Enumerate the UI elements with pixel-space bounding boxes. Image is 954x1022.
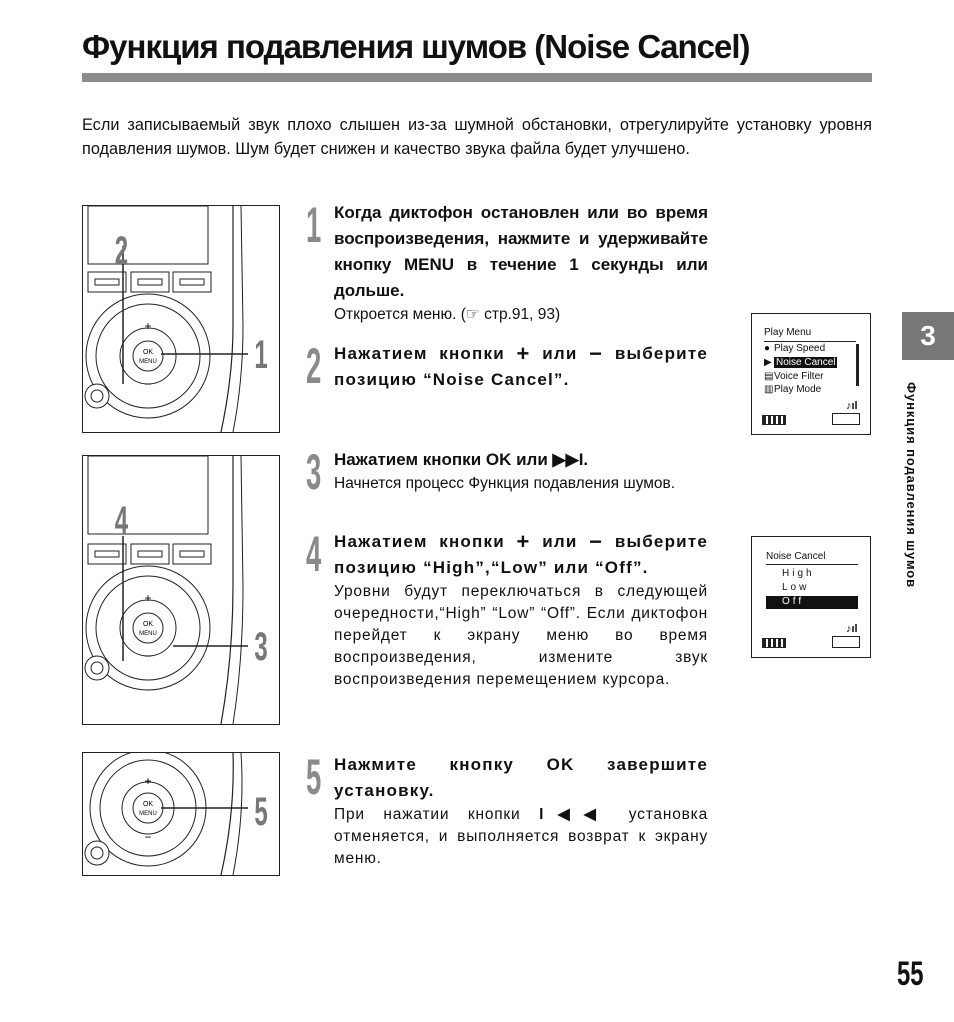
lcd-menu-list bbox=[764, 343, 837, 397]
page-number: 55 bbox=[897, 955, 924, 993]
lcd-title: Play Menu bbox=[764, 327, 812, 338]
minus-label: − bbox=[144, 830, 152, 844]
heading-text-end: выберите позицию “Noise Cancel”. bbox=[334, 344, 708, 389]
step-note bbox=[334, 804, 708, 870]
callout-3: 3 bbox=[254, 623, 268, 669]
step-heading bbox=[334, 529, 708, 581]
step-note: Начнется процесс Функция подавления шумов. bbox=[334, 475, 676, 492]
lcd-menu-item-selected: ▶ Noise Cancel bbox=[764, 357, 836, 368]
heading-text: Нажатием кнопки bbox=[334, 450, 482, 469]
lcd-scrollbar bbox=[856, 344, 859, 386]
menu-label: MENU bbox=[139, 631, 157, 637]
ok-label: OK bbox=[142, 621, 154, 628]
minus-label: − bbox=[144, 649, 152, 663]
step-number: 4 bbox=[306, 526, 322, 582]
callout-4: 4 bbox=[114, 497, 129, 543]
lcd-play-menu bbox=[751, 313, 871, 435]
figure-recorder-step-5 bbox=[82, 752, 280, 876]
step-note: Уровни будут переключаться в следующей очередности,“High” “Low” “Off”. Если диктофон перейдет к экрану меню во время воспроизведения, измените звук воспроизведения перемещением курсора. bbox=[334, 583, 708, 688]
chapter-tab: 3 bbox=[902, 312, 954, 360]
step-number: 1 bbox=[306, 197, 322, 253]
mic-sensitivity-icon: ♪ıl bbox=[846, 623, 858, 635]
or-text: или bbox=[542, 532, 578, 551]
side-section-label: Функция подавления шумов bbox=[904, 382, 919, 589]
title-underline bbox=[82, 73, 872, 82]
ok-menu-button bbox=[133, 613, 163, 643]
plus-icon: + bbox=[516, 341, 531, 366]
step-heading bbox=[334, 200, 708, 304]
lcd-title: Noise Cancel bbox=[766, 551, 826, 562]
menu-label: MENU bbox=[139, 359, 157, 365]
heading-text: Нажатием кнопки bbox=[334, 344, 505, 363]
plus-icon: + bbox=[516, 529, 531, 554]
next-icon: ▶▶I bbox=[552, 450, 584, 469]
step-heading bbox=[334, 447, 708, 473]
lcd-noise-cancel bbox=[751, 536, 871, 658]
heading-text-end: завершите установку. bbox=[334, 755, 708, 800]
lcd-option: Low bbox=[782, 582, 810, 593]
side-section-label-wrapper bbox=[900, 382, 926, 632]
prev-icon: I◀◀ bbox=[539, 806, 611, 823]
folder-indicator-icon bbox=[832, 636, 860, 648]
step-heading bbox=[334, 752, 708, 804]
note-text: При нажатии кнопки bbox=[334, 806, 521, 823]
step-heading bbox=[334, 341, 708, 393]
lcd-menu-item: ● Play Speed bbox=[764, 343, 826, 354]
lcd-option: High bbox=[782, 568, 815, 579]
step-4 bbox=[306, 526, 708, 691]
or-text: или bbox=[542, 344, 578, 363]
menu-key-label: MENU bbox=[404, 255, 455, 274]
lcd-menu-item: ▤Voice Filter bbox=[764, 371, 824, 382]
ok-key-label: OK bbox=[485, 450, 512, 469]
lcd-menu-item: ▥Play Mode bbox=[764, 384, 822, 395]
minus-icon: − bbox=[589, 341, 604, 366]
page-title: Функция подавления шумов (Noise Cancel) bbox=[82, 28, 750, 65]
ok-menu-button bbox=[133, 341, 163, 371]
step-note: Откроется меню. (☞ стр.91, 93) bbox=[334, 306, 561, 323]
battery-icon bbox=[762, 415, 786, 425]
battery-icon bbox=[762, 638, 786, 648]
ok-label: OK bbox=[142, 349, 154, 356]
callout-2: 2 bbox=[114, 227, 129, 273]
mic-sensitivity-icon: ♪ıl bbox=[846, 400, 858, 412]
callout-5: 5 bbox=[254, 788, 268, 834]
step-2 bbox=[306, 338, 708, 394]
heading-text: Когда диктофон остановлен или во время воспроизведения, нажмите и удерживайте кнопку bbox=[334, 203, 708, 274]
plus-label: + bbox=[144, 319, 152, 333]
note-text-end: установка отменяется, и выполняется возврат к экрану меню. bbox=[334, 806, 708, 867]
minus-label: − bbox=[144, 377, 152, 391]
ok-menu-button bbox=[133, 793, 163, 823]
heading-text: Нажатием кнопки bbox=[334, 532, 505, 551]
figure-recorder-steps-3-4 bbox=[82, 455, 280, 725]
step-number: 3 bbox=[306, 444, 322, 500]
step-number: 2 bbox=[306, 338, 322, 394]
step-1 bbox=[306, 197, 708, 326]
figure-recorder-steps-1-2 bbox=[82, 205, 280, 433]
heading-period: . bbox=[583, 450, 589, 469]
plus-label: + bbox=[144, 591, 152, 605]
plus-label: + bbox=[144, 774, 152, 788]
heading-text: Нажмите кнопку bbox=[334, 755, 515, 774]
step-number: 5 bbox=[306, 749, 322, 805]
intro-paragraph: Если записываемый звук плохо слышен из-за шумной обстановки, отрегулируйте установку уровня подавления шумов. Шум будет снижен и качество звука файла будет улучшено. bbox=[82, 116, 872, 158]
lcd-option-selected: Off bbox=[766, 596, 858, 609]
or-text: или bbox=[516, 450, 548, 469]
callout-1: 1 bbox=[254, 331, 268, 377]
folder-indicator-icon bbox=[832, 413, 860, 425]
ok-label: OK bbox=[142, 801, 154, 808]
menu-label: MENU bbox=[139, 811, 157, 817]
ok-key-label: OK bbox=[546, 755, 575, 774]
heading-text-end: выберите позицию “High”,“Low” или “Off”. bbox=[334, 532, 708, 577]
step-5 bbox=[306, 749, 708, 870]
minus-icon: − bbox=[589, 529, 604, 554]
step-3 bbox=[306, 444, 708, 500]
heading-text-end: в течение 1 секунды или дольше. bbox=[334, 255, 708, 300]
